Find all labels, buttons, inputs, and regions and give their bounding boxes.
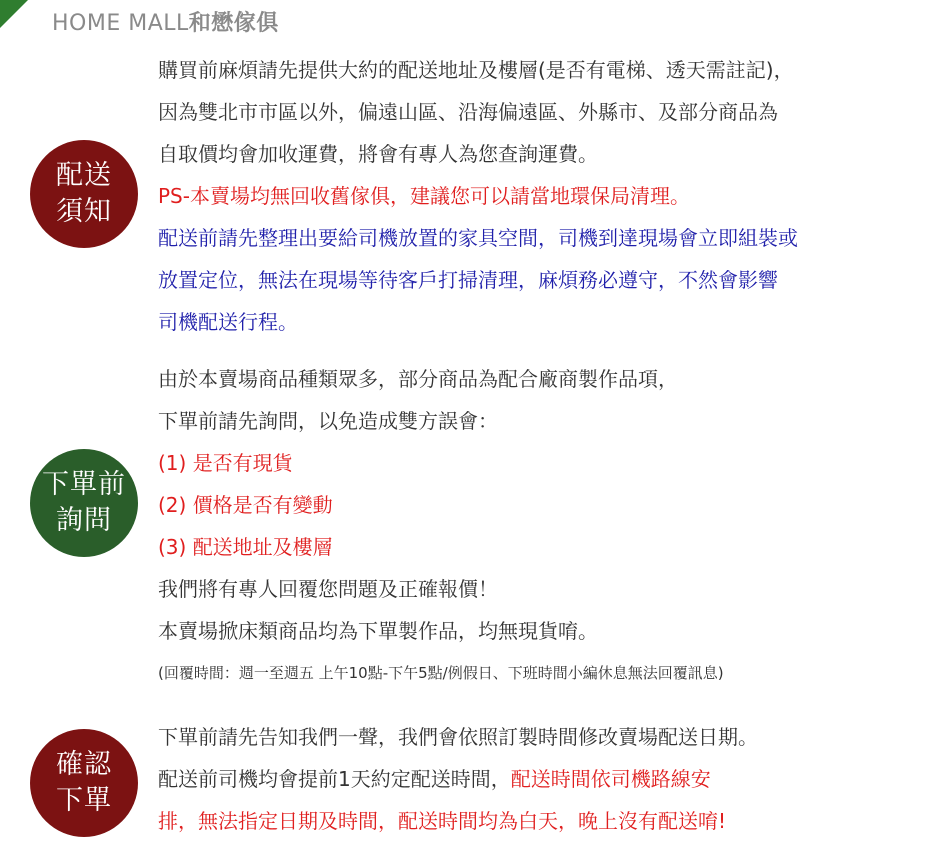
brand-name-en: HOME MALL [52,11,189,36]
reply-hours-note: (回覆時間：週一至週五 上午10點-下午5點/例假日、下班時間小編休息無法回覆訊息) [158,664,724,682]
brand-name-cn: 和懋傢俱 [188,11,279,36]
confirm-order-text [158,716,758,842]
text-line: 排，無法指定日期及時間，配送時間均為白天，晚上沒有配送唷! [158,809,727,833]
delivery-notice-text [158,49,798,343]
text-line: 配送前請先整理出要給司機放置的家具空間，司機到達現場會立即組裝或 [158,226,798,250]
pre-order-inquiry-badge [30,449,138,557]
badge-label-line1: 確認 [56,749,112,780]
text-line: 自取價均會加收運費，將會有專人為您查詢運費。 [158,142,598,166]
text-line: PS-本賣場均無回收舊傢俱，建議您可以請當地環保局清理。 [158,184,690,208]
text-line: 下單前請先告知我們一聲，我們會依照訂製時間修改賣場配送日期。 [158,725,758,749]
brand-title [52,6,279,37]
badge-label-line2: 須知 [56,196,112,227]
text-line: 司機配送行程。 [158,310,298,334]
text-line [158,758,758,800]
text-line: 購買前麻煩請先提供大約的配送地址及樓層(是否有電梯、透天需註記)， [158,58,794,82]
badge-label-line1: 下單前 [42,469,126,500]
badge-label-line1: 配送 [56,160,112,191]
text-line: (1) 是否有現貨 [158,451,293,475]
text-span-highlight: 配送時間依司機路線安 [510,767,711,791]
text-line: 放置定位，無法在現場等待客戶打掃清理，麻煩務必遵守，不然會影響 [158,268,778,292]
text-line: 下單前請先詢問，以免造成雙方誤會： [158,409,498,433]
badge-label-line2: 下單 [56,785,112,816]
confirm-order-badge [30,729,138,837]
badge-label-line2: 詢問 [56,505,112,536]
delivery-notice-badge [30,140,138,248]
text-line: 因為雙北市市區以外，偏遠山區、沿海偏遠區、外縣市、及部分商品為 [158,100,778,124]
corner-accent [0,0,28,28]
text-span: 配送前司機均會提前1天約定配送時間， [158,767,511,791]
text-line: 我們將有專人回覆您問題及正確報價！ [158,577,498,601]
text-line: 本賣場掀床類商品均為下單製作品，均無現貨唷。 [158,619,598,643]
text-line: 由於本賣場商品種類眾多，部分商品為配合廠商製作品項， [158,367,678,391]
text-line: (3) 配送地址及樓層 [158,535,333,559]
text-line: (2) 價格是否有變動 [158,493,333,517]
pre-order-inquiry-text [158,358,724,694]
